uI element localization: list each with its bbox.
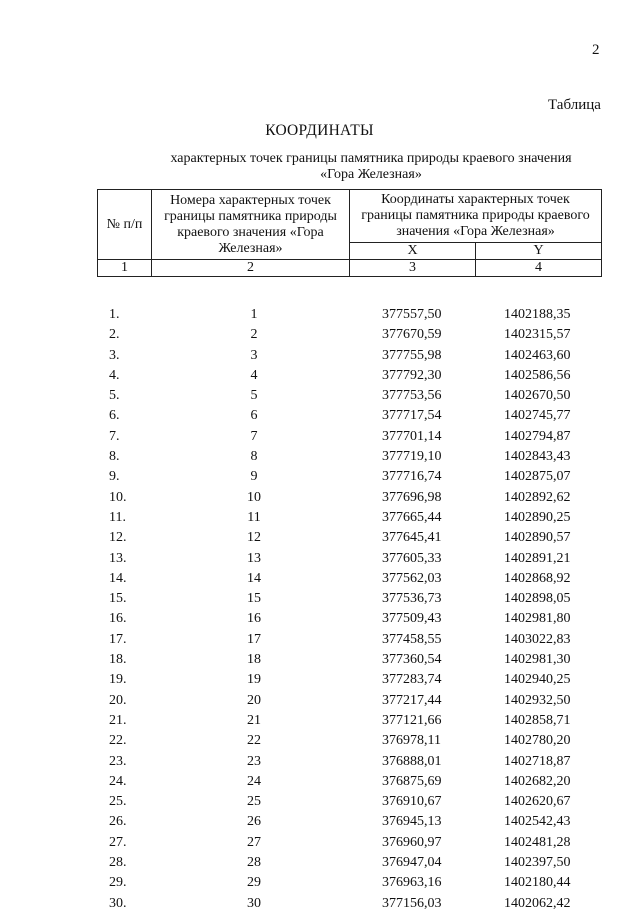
subtitle-line-1: характерных точек границы памятника природы краевого значения [170,151,572,166]
x-coordinate-cell: 376875,69 [382,773,442,789]
y-coordinate-cell: 1402670,50 [504,388,571,404]
point-number-cell: 22 [247,733,261,749]
table-row [97,609,601,629]
x-coordinate-cell: 377536,73 [382,591,442,607]
table-row [97,731,601,751]
point-number-cell: 15 [247,591,261,607]
x-coordinate-cell: 377557,50 [382,307,442,322]
row-number-cell: 13. [109,550,127,566]
y-coordinate-cell: 1402397,50 [504,855,571,871]
x-coordinate-cell: 376960,97 [382,834,442,850]
row-number-cell: 4. [109,367,120,383]
table-row [97,427,601,447]
row-number-cell: 30. [109,895,127,911]
table-row [97,528,601,548]
y-coordinate-cell: 1402940,25 [504,672,571,688]
x-coordinate-cell: 377562,03 [382,570,442,586]
y-coordinate-cell: 1402620,67 [504,794,571,810]
row-number-cell: 11. [109,509,126,525]
table-row [97,569,601,589]
row-number-cell: 29. [109,875,127,891]
row-number-cell: 22. [109,733,127,749]
table-label: Таблица [548,97,601,113]
y-coordinate-cell: 1402981,80 [504,611,571,627]
row-number-cell: 16. [109,611,127,627]
x-coordinate-cell: 377360,54 [382,652,442,668]
table-row [97,305,601,325]
y-coordinate-cell: 1402875,07 [504,469,571,485]
y-coordinate-cell: 1402891,21 [504,550,571,566]
x-coordinate-cell: 376963,16 [382,875,442,891]
point-number-cell: 10 [247,489,261,505]
row-number-cell: 9. [109,469,120,485]
table-row [97,549,601,569]
row-number-cell: 21. [109,712,127,728]
point-number-cell: 5 [250,388,258,404]
x-coordinate-cell: 377719,10 [382,449,442,465]
x-coordinate-cell: 377645,41 [382,530,442,546]
point-number-cell: 12 [247,530,261,546]
point-number-cell: 4 [250,367,258,383]
row-number-cell: 23. [109,753,127,769]
point-number-cell: 3 [250,347,258,363]
point-number-cell: 24 [247,773,261,789]
point-number-cell: 26 [247,814,261,830]
table-row [97,752,601,772]
point-number-cell: 13 [247,550,261,566]
x-coordinate-cell: 377670,59 [382,327,442,343]
x-coordinate-cell: 376945,13 [382,814,442,830]
table-row [97,467,601,487]
column-number-1: 1 [98,260,152,277]
y-coordinate-cell: 1402932,50 [504,692,571,708]
x-coordinate-cell: 377121,66 [382,712,442,728]
y-coordinate-cell: 1402682,20 [504,773,571,789]
point-number-cell: 27 [247,834,261,850]
table-row [97,346,601,366]
document-subtitle [96,151,639,183]
table-row [97,711,601,731]
y-coordinate-cell: 1402463,60 [504,347,571,363]
row-number-cell: 17. [109,631,127,647]
y-coordinate-cell: 1402898,05 [504,591,571,607]
row-number-cell: 2. [109,327,120,343]
y-coordinate-cell: 1402718,87 [504,753,571,769]
point-number-cell: 11 [247,509,261,525]
column-number-3: 3 [350,260,476,277]
point-number-cell: 14 [247,570,261,586]
row-number-cell: 15. [109,591,127,607]
row-number-cell: 26. [109,814,127,830]
coordinates-table-header [97,189,602,277]
y-coordinate-cell: 1402481,28 [504,834,571,850]
row-number-cell: 10. [109,489,127,505]
y-coordinate-cell: 1402542,43 [504,814,571,830]
table-row [97,894,601,914]
header-coordinates: Координаты характерных точек границы памятника природы краевого значения «Гора Железная» [350,190,602,243]
y-coordinate-cell: 1402780,20 [504,733,571,749]
point-number-cell: 19 [247,672,261,688]
y-coordinate-cell: 1402981,30 [504,652,571,668]
table-row [97,406,601,426]
y-coordinate-cell: 1403022,83 [504,631,571,647]
point-number-cell: 2 [250,327,258,343]
row-number-cell: 3. [109,347,120,363]
point-number-cell: 8 [250,449,258,465]
table-row [97,853,601,873]
point-number-cell: 6 [250,408,258,424]
row-number-cell: 14. [109,570,127,586]
column-number-4: 4 [476,260,602,277]
column-number-2: 2 [152,260,350,277]
table-row [97,670,601,690]
y-coordinate-cell: 1402858,71 [504,712,571,728]
y-coordinate-cell: 1402188,35 [504,307,571,322]
x-coordinate-cell: 377665,44 [382,509,442,525]
x-coordinate-cell: 377283,74 [382,672,442,688]
x-coordinate-cell: 377717,54 [382,408,442,424]
table-row [97,650,601,670]
x-coordinate-cell: 376888,01 [382,753,442,769]
table-row [97,812,601,832]
table-row [97,508,601,528]
table-row [97,325,601,345]
point-number-cell: 30 [247,895,261,911]
table-row [97,833,601,853]
y-coordinate-cell: 1402890,57 [504,530,571,546]
x-coordinate-cell: 377701,14 [382,428,442,444]
point-number-cell: 23 [247,753,261,769]
row-number-cell: 5. [109,388,120,404]
table-row [97,691,601,711]
table-row [97,873,601,893]
table-row [97,589,601,609]
point-number-cell: 28 [247,855,261,871]
x-coordinate-cell: 377458,55 [382,631,442,647]
x-coordinate-cell: 377792,30 [382,367,442,383]
y-coordinate-cell: 1402745,77 [504,408,571,424]
y-coordinate-cell: 1402062,42 [504,895,571,911]
row-number-cell: 7. [109,428,120,444]
row-number-cell: 18. [109,652,127,668]
row-number-cell: 28. [109,855,127,871]
point-number-cell: 25 [247,794,261,810]
x-coordinate-cell: 376910,67 [382,794,442,810]
point-number-cell: 16 [247,611,261,627]
row-number-cell: 25. [109,794,127,810]
row-number-cell: 20. [109,692,127,708]
header-y: Y [476,243,602,260]
x-coordinate-cell: 377755,98 [382,347,442,363]
x-coordinate-cell: 377217,44 [382,692,442,708]
x-coordinate-cell: 377509,43 [382,611,442,627]
table-row [97,772,601,792]
y-coordinate-cell: 1402868,92 [504,570,571,586]
subtitle-line-2: «Гора Железная» [320,167,422,182]
x-coordinate-cell: 377716,74 [382,469,442,485]
point-number-cell: 17 [247,631,261,647]
point-number-cell: 7 [250,428,258,444]
x-coordinate-cell: 377753,56 [382,388,442,404]
point-number-cell: 1 [250,307,258,322]
row-number-cell: 8. [109,449,120,465]
coordinates-table-body [97,305,601,914]
point-number-cell: 18 [247,652,261,668]
header-point-number: Номера характерных точек границы памятника природы краевого значения «Гора Железная» [152,190,350,260]
y-coordinate-cell: 1402315,57 [504,327,571,343]
x-coordinate-cell: 377605,33 [382,550,442,566]
y-coordinate-cell: 1402892,62 [504,489,571,505]
y-coordinate-cell: 1402794,87 [504,428,571,444]
y-coordinate-cell: 1402890,25 [504,509,571,525]
row-number-cell: 24. [109,773,127,789]
point-number-cell: 29 [247,875,261,891]
table-row [97,447,601,467]
table-row [97,630,601,650]
point-number-cell: 20 [247,692,261,708]
y-coordinate-cell: 1402586,56 [504,367,571,383]
point-number-cell: 21 [247,712,261,728]
table-row [97,386,601,406]
document-title: КООРДИНАТЫ [265,122,374,139]
row-number-cell: 19. [109,672,127,688]
row-number-cell: 1. [109,307,120,322]
header-row-number: № п/п [98,190,152,260]
x-coordinate-cell: 376978,11 [382,733,441,749]
table-row [97,792,601,812]
x-coordinate-cell: 377156,03 [382,895,442,911]
x-coordinate-cell: 376947,04 [382,855,442,871]
row-number-cell: 6. [109,408,120,424]
y-coordinate-cell: 1402180,44 [504,875,571,891]
header-x: X [350,243,476,260]
table-row [97,488,601,508]
row-number-cell: 27. [109,834,127,850]
table-row [97,366,601,386]
row-number-cell: 12. [109,530,127,546]
y-coordinate-cell: 1402843,43 [504,449,571,465]
page-number: 2 [592,42,600,58]
x-coordinate-cell: 377696,98 [382,489,442,505]
point-number-cell: 9 [250,469,258,485]
